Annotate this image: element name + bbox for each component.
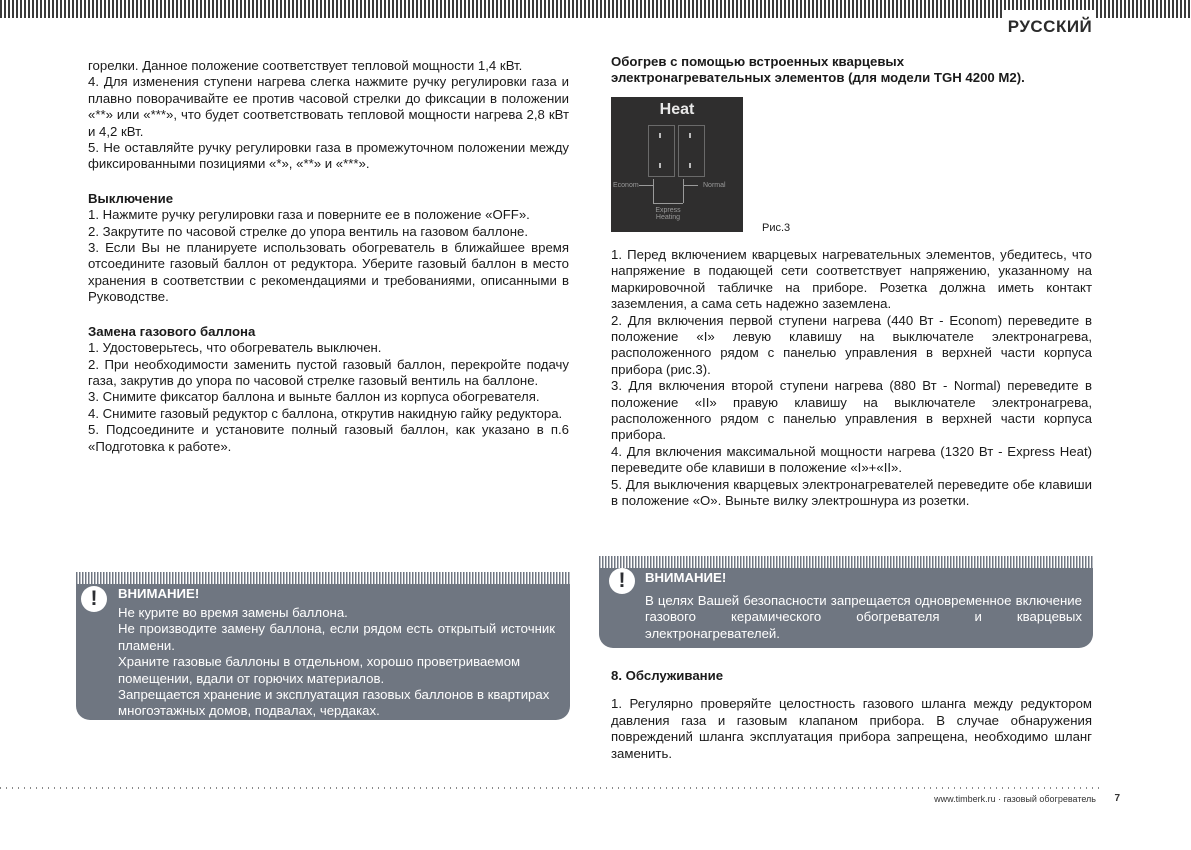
footer-divider	[0, 787, 1100, 789]
heat-label: Heat	[659, 101, 695, 118]
paragraph: 4. Снимите газовый редуктор с баллона, открутив накидную гайку редуктора.	[88, 405, 563, 421]
paragraph: 4. Для включения максимальной мощности нагрева (1320 Вт - Express Heat) переведите обе клавиши в положение «I»+«II».	[611, 443, 1092, 476]
paragraph: 1. Регулярно проверяйте целостность газового шланга между редуктором давления газа и газовым клапаном прибора. В случае обнаружения повреждений шланга эксплуатация прибора запрещена, необходимо шланг заменить.	[611, 696, 1092, 761]
exclamation-icon: !	[609, 568, 635, 594]
control-panel-image	[611, 97, 743, 232]
page-number: 7	[1114, 793, 1120, 804]
paragraph: 4. Для изменения ступени нагрева слегка нажмите ручку регулировки газа и плавно поворачивайте ее против часовой стрелки до фиксации в положении «**» или «***», что будет соответствовать тепловой мощности нагрева 2,8 кВт и 4,2 кВт.	[88, 74, 569, 139]
paragraph: 1. Перед включением кварцевых нагревательных элементов, убедитесь, что напряжение в подающей сети соответствует напряжению, указанному на маркировочной табличке на приборе. Розетка должна иметь контакт заземления, а сама сеть надежно заземлена.	[611, 247, 1092, 312]
switch-mark	[659, 133, 661, 138]
econom-label: Econom	[613, 182, 639, 189]
replace-heading: Замена газового баллона	[88, 323, 256, 339]
switch-mark	[689, 163, 691, 168]
language-label: РУССКИЙ	[1004, 10, 1096, 44]
service-section	[611, 668, 1092, 762]
warning-line: Не производите замену баллона, если рядом есть открытый источник пламени.	[118, 621, 555, 653]
connector-line	[684, 185, 698, 186]
connector-line	[639, 185, 653, 186]
connector-line	[653, 203, 683, 204]
left-switch-key	[648, 125, 675, 177]
warning-line: Запрещается хранение и эксплуатация газовых баллонов в квартирах многоэтажных домов, подвалах, чердаках.	[118, 687, 550, 719]
paragraph: 5. Не оставляйте ручку регулировки газа в промежуточном положении между фиксированными позициями «*», «**» и «***».	[88, 140, 569, 172]
switch-mark	[689, 133, 691, 138]
warning-body	[645, 593, 1082, 642]
warning-line: Храните газовые баллоны в отдельном, хорошо проветриваемом помещении, вдали от горючих материалов.	[118, 654, 521, 686]
right-column-body	[611, 247, 1092, 510]
paragraph: 2. Закрутите по часовой стрелке до упора вентиль на газовом баллоне.	[88, 223, 529, 239]
paragraph: 1. Удостоверьтесь, что обогреватель выключен.	[88, 340, 382, 356]
connector-line	[653, 179, 654, 203]
paragraph: 3. Для включения второй ступени нагрева (880 Вт - Normal) переведите в положение «II» правую клавишу на выключателе электронагрева, расположенного рядом с панелью управления в верхней части корпуса прибора.	[611, 378, 1092, 443]
footer-url: www.timberk.ru · газовый обогреватель	[934, 794, 1096, 804]
switch-mark	[659, 163, 661, 168]
warning-text: В целях Вашей безопасности запрещается одновременное включение газового керамического обогревателя и кварцевых электронагревателей.	[645, 593, 1082, 641]
normal-label: Normal	[703, 182, 726, 189]
warning-box-right	[599, 556, 1093, 648]
left-column	[88, 58, 569, 455]
connector-line	[683, 179, 684, 203]
paragraph: 2. При необходимости заменить пустой газовый баллон, перекройте подачу газа, закрутив до упора по часовой стрелке газовый вентиль на баллоне.	[88, 356, 569, 388]
warning-title: ВНИМАНИЕ!	[645, 570, 727, 585]
paragraph: 3. Снимите фиксатор баллона и выньте баллон из корпуса обогревателя.	[88, 389, 540, 405]
paragraph: 1. Нажмите ручку регулировки газа и поверните ее в положение «OFF».	[88, 207, 530, 223]
warning-stripes	[599, 556, 1093, 568]
paragraph: горелки. Данное положение соответствует тепловой мощности 1,4 кВт.	[88, 58, 523, 73]
warning-stripes	[76, 572, 570, 584]
right-switch-key	[678, 125, 705, 177]
figure-caption: Рис.3	[762, 222, 791, 234]
paragraph: 3. Если Вы не планируете использовать обогреватель в ближайшее время отсоедините газовый баллон от редуктора. Уберите газовый баллон в место хранения в соответствии с рекомендациями и требованиями, описанными в Руководстве.	[88, 240, 569, 305]
service-heading: 8. Обслуживание	[611, 668, 724, 683]
shutdown-heading: Выключение	[88, 190, 174, 206]
warning-body	[118, 605, 555, 720]
paragraph: 5. Подсоедините и установите полный газовый баллон, как указано в п.6 «Подготовка к работе».	[88, 422, 569, 454]
express-label: Express Heating	[655, 207, 681, 221]
exclamation-icon: !	[81, 586, 107, 612]
warning-title: ВНИМАНИЕ!	[118, 586, 200, 601]
warning-box-left	[76, 572, 570, 720]
paragraph: 2. Для включения первой ступени нагрева (440 Вт - Econom) переведите в положение «I» левую клавишу на выключателе электронагрева, расположенного рядом с панелью управления в верхней части корпуса прибора (рис.3).	[611, 312, 1092, 377]
paragraph: 5. Для выключения кварцевых электронагревателей переведите обе клавиши в положение «O». Выньте вилку электрошнура из розетки.	[611, 476, 1092, 509]
quartz-heading: Обогрев с помощью встроенных кварцевых электронагревательных элементов (для модели TGH 4200 M2).	[611, 54, 1025, 86]
warning-line: Не курите во время замены баллона.	[118, 605, 348, 620]
right-column-top	[611, 54, 1092, 87]
